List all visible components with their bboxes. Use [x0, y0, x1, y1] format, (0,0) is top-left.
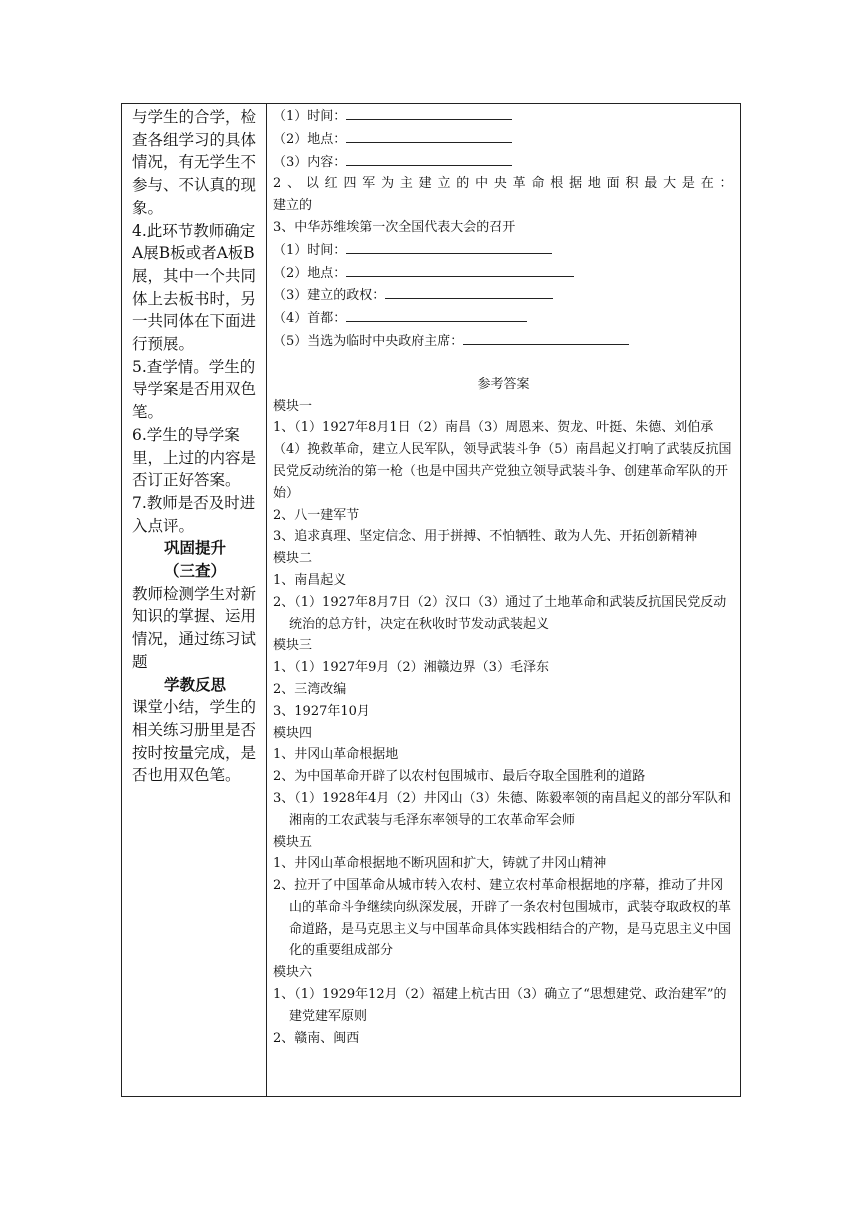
question-3: 3、中华苏维埃第一次全国代表大会的召开	[273, 219, 516, 235]
heading-three-checks: （三查）	[163, 561, 226, 581]
fill-place-line	[273, 128, 734, 151]
question-2-cont: 建立的	[273, 198, 313, 214]
module-2-answer-2: 2、（1）1927年8月7日（2）汉口（3）通过了土地革命和武装反抗国民党反动统治的总方针，决定在秋收时节发动武装起义	[273, 594, 727, 632]
consolidate-text: 教师检测学生对新知识的掌握、运用情况，通过练习试题	[132, 584, 257, 671]
module-3-answer-3: 3、1927年10月	[273, 703, 370, 719]
module-3-heading: 模块三	[273, 638, 313, 654]
module-3-answer-1: 1、（1）1927年9月（2）湘赣边界（3）毛泽东	[273, 660, 549, 676]
module-4-heading: 模块四	[273, 725, 313, 741]
fill-label: （2）地点：	[273, 265, 347, 281]
module-4-answer-1: 1、井冈山革命根据地	[273, 747, 399, 763]
content-column	[267, 104, 740, 1096]
answer-blank[interactable]	[463, 330, 629, 345]
module-1-answer-2: 2、八一建军节	[273, 507, 360, 523]
fill-congress-time	[273, 239, 734, 262]
fill-congress-regime	[273, 284, 734, 307]
fill-label: （1）时间：	[273, 109, 347, 124]
module-4-answer-2: 2、为中国革命开辟了以农村包围城市、最后夺取全国胜利的道路	[273, 769, 646, 785]
fill-label: （3）内容：	[273, 154, 347, 170]
guidance-text-5: 7.教师是否及时进入点评。	[132, 493, 256, 535]
guidance-text-4: 6.学生的导学案里，上过的内容是否订正好答案。	[132, 425, 257, 490]
fill-congress-place	[273, 262, 734, 285]
fill-content-line	[273, 151, 734, 174]
heading-consolidate: 巩固提升	[163, 538, 226, 558]
module-6-heading: 模块六	[273, 965, 313, 981]
module-3-answer-2: 2、三湾改编	[273, 681, 347, 697]
fill-label: （1）时间：	[273, 242, 347, 258]
answer-title: 参考答案	[477, 376, 530, 392]
heading-reflection: 学教反思	[163, 674, 226, 694]
module-1-heading: 模块一	[273, 398, 313, 414]
answer-blank[interactable]	[346, 151, 512, 166]
module-2-heading: 模块二	[273, 551, 313, 567]
module-5-answer-1: 1、井冈山革命根据地不断巩固和扩大，铸就了井冈山精神	[273, 856, 607, 872]
answer-blank[interactable]	[346, 262, 574, 277]
answer-blank[interactable]	[346, 239, 552, 254]
fill-time-line	[273, 105, 734, 128]
fill-label: （4）首都：	[273, 311, 347, 327]
guidance-text-3: 5.查学情。学生的导学案是否用双色笔。	[132, 357, 257, 422]
module-5-answer-2: 2、拉开了中国革命从城市转入农村、建立农村革命根据地的序幕，推动了井冈山的革命斗争继续向纵深发展，开辟了一条农村包围城市，武装夺取政权的革命道路，是马克思主义与中国革命具体实践相结合的产物，是马克思主义中国化的重要组成部分	[273, 878, 732, 959]
fill-label: （3）建立的政权：	[273, 288, 386, 304]
module-4-answer-3: 3、（1）1928年4月（2）井冈山（3）朱德、陈毅率领的南昌起义的部分军队和湘南的工农武装与毛泽东率领导的工农革命军会师	[273, 790, 731, 828]
module-2-answer-1: 1、南昌起义	[273, 572, 347, 588]
question-2: 2、以红四军为主建立的中央革命根据地面积最大是在：	[273, 176, 734, 192]
guidance-text-1: 与学生的合学，检查各组学习的具体情况，有无学生不参与、不认真的现象。	[132, 108, 257, 217]
answer-blank[interactable]	[346, 307, 527, 322]
lesson-table	[121, 103, 741, 1097]
module-6-answer-1: 1、（1）1929年12月（2）福建上杭古田（3）确立了“思想建党、政治建军”的建党建军原则	[273, 987, 727, 1024]
module-6-answer-2: 2、赣南、闽西	[273, 1030, 360, 1046]
teacher-guidance-column	[122, 104, 267, 1096]
fill-label: （2）地点：	[273, 131, 347, 147]
fill-congress-capital	[273, 307, 734, 330]
reflection-text: 课堂小结，学生的相关练习册里是否按时按量完成，是否也用双色笔。	[132, 698, 257, 785]
fill-congress-chairman	[273, 330, 734, 353]
answer-blank[interactable]	[385, 284, 553, 299]
guidance-text-2: 4.此环节教师确定A展B板或者A板B展，其中一个共同体上去板书时，另一共同体在下面进行预展。	[132, 221, 257, 354]
module-5-heading: 模块五	[273, 834, 313, 850]
module-1-answer-3: 3、追求真理、坚定信念、用于拼搏、不怕牺牲、敢为人先、开拓创新精神	[273, 529, 698, 545]
module-1-answer-1: 1、（1）1927年8月1日（2）南昌（3）周恩来、贺龙、叶挺、朱德、刘伯承（4）挽救革命，建立人民军队，领导武装斗争（5）南昌起义打响了武装反抗国民党反动统治的第一枪（也是中国共产党独立领导武装斗争、创建革命军队的开始）	[273, 420, 732, 501]
fill-label: （5）当选为临时中央政府主席：	[273, 333, 464, 349]
answer-blank[interactable]	[346, 128, 512, 143]
answer-blank[interactable]	[346, 105, 512, 120]
